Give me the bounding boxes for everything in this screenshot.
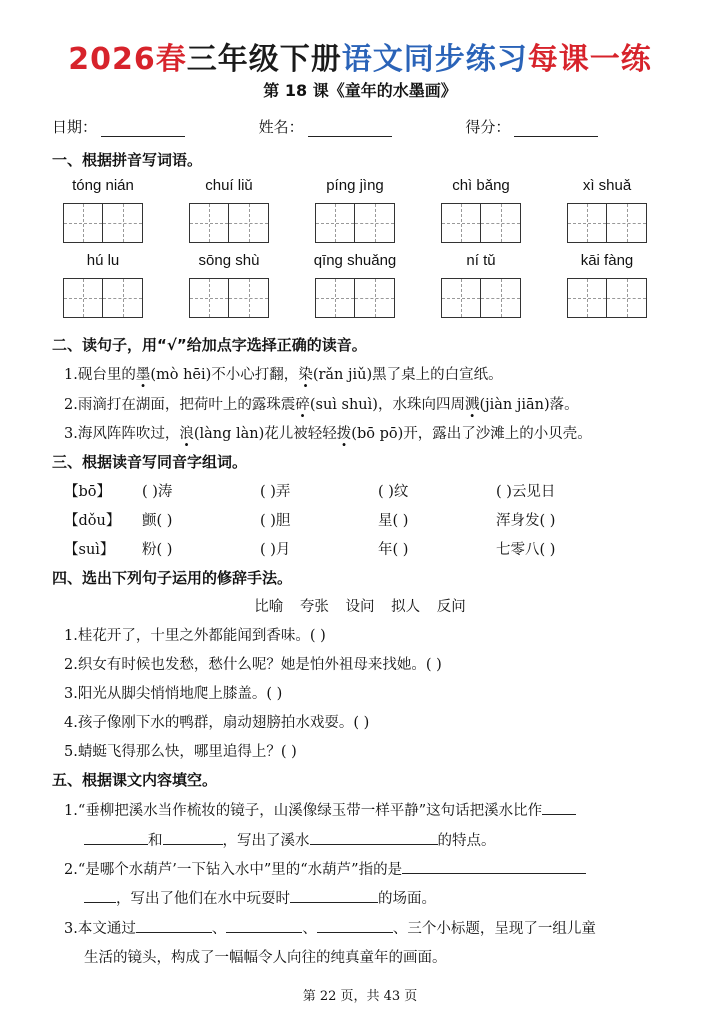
section-4-heading: 四、选出下列句子运用的修辞手法。 <box>52 569 293 587</box>
question-2-3: 3.海风阵阵吹过，浪(làng làn)花儿被轻轻拨(bō pō)开，露出了沙滩上的小贝壳。 <box>64 426 592 442</box>
title-grade: 三年级下册 <box>186 42 342 77</box>
title-year: 2026春 <box>68 42 187 77</box>
word-blank[interactable]: 粉( ) <box>142 542 173 558</box>
sound-label: 【suì】 <box>64 542 115 558</box>
question-4-2[interactable]: 2.织女有时候也发愁，愁什么呢？她是怕外祖母来找她。( ) <box>64 657 442 673</box>
writing-grid[interactable] <box>552 203 662 243</box>
word-blank[interactable]: ( )纹 <box>378 484 409 500</box>
writing-grid[interactable] <box>48 278 158 318</box>
dotted-char: 墨 <box>135 367 151 383</box>
word-blank[interactable]: ( )月 <box>260 542 291 558</box>
name-label: 姓名： <box>258 118 304 136</box>
word-blank[interactable]: 浑身发( ) <box>496 513 556 529</box>
pinyin-label: píng jìng <box>326 177 384 194</box>
question-5-1-line2: 和 ，写出了溪水 的特点。 <box>84 829 496 850</box>
answer-blank[interactable] <box>84 888 116 903</box>
dotted-char: 溅 <box>464 397 480 413</box>
writing-grid[interactable] <box>48 203 158 243</box>
dotted-char: 碎 <box>295 397 310 413</box>
title-practice: 每课一练 <box>527 42 652 77</box>
question-5-2-line2: ，写出了他们在水中玩耍时 的场面。 <box>84 887 436 908</box>
question-4-1[interactable]: 1.桂花开了，十里之外都能闻到香味。( ) <box>64 628 326 644</box>
question-2-2: 2.雨滴打在湖面，把荷叶上的露珠震碎(suì shuì)，水珠向四周溅(jiàn jiān)落。 <box>64 397 579 413</box>
question-4-5[interactable]: 5.蜻蜓飞得那么快，哪里追得上？( ) <box>64 744 297 760</box>
pinyin-label: tóng nián <box>72 177 134 194</box>
dotted-char: 染 <box>298 367 313 383</box>
pinyin-label: kāi fàng <box>580 252 634 269</box>
question-4-3[interactable]: 3.阳光从脚尖悄悄地爬上膝盖。( ) <box>64 686 283 702</box>
sound-label: 【bō】 <box>64 484 112 500</box>
word-blank[interactable]: 颤( ) <box>142 513 173 529</box>
writing-grid[interactable] <box>300 203 410 243</box>
section-3-heading: 三、根据读音写同音字组词。 <box>52 453 248 471</box>
answer-blank[interactable] <box>290 888 378 903</box>
word-blank[interactable]: 七零八( ) <box>496 542 556 558</box>
question-4-4[interactable]: 4.孩子像刚下水的鸭群，扇动翅膀拍水戏耍。( ) <box>64 715 370 731</box>
word-blank[interactable]: 年( ) <box>378 542 409 558</box>
answer-blank[interactable] <box>310 830 438 845</box>
pinyin-label: hú lu <box>86 252 120 269</box>
answer-blank[interactable] <box>402 859 586 874</box>
writing-grid[interactable] <box>300 278 410 318</box>
score-field[interactable] <box>514 120 598 137</box>
word-blank[interactable]: ( )胆 <box>260 513 291 529</box>
answer-blank[interactable] <box>84 830 148 845</box>
rhetoric-options: 比喻 夸张 设问 拟人 反问 <box>254 599 466 615</box>
question-5-3-line1: 3.本文通过 、 、 、三个小标题，呈现了一组儿童 <box>64 917 596 938</box>
name-field[interactable] <box>308 120 392 137</box>
word-blank[interactable]: ( )涛 <box>142 484 173 500</box>
dotted-char: 拨 <box>336 426 352 442</box>
pinyin-label: chuí liǔ <box>205 177 253 194</box>
question-2-1: 1.砚台里的墨(mò hēi)不小心打翻，染(rǎn jiǔ)黑了桌上的白宣纸。 <box>64 367 503 383</box>
answer-blank[interactable] <box>226 918 302 933</box>
writing-grid[interactable] <box>174 278 284 318</box>
answer-blank[interactable] <box>163 830 223 845</box>
date-label: 日期： <box>52 118 98 136</box>
pinyin-label: qīng shuǎng <box>313 252 397 269</box>
title-subject: 语文同步练习 <box>341 42 528 77</box>
sound-label: 【dǒu】 <box>64 513 121 529</box>
pinyin-label: sōng shù <box>198 252 260 269</box>
writing-grid[interactable] <box>426 203 536 243</box>
section-5-heading: 五、根据课文内容填空。 <box>52 771 218 789</box>
answer-blank[interactable] <box>136 918 212 933</box>
answer-blank[interactable] <box>317 918 393 933</box>
section-2-heading: 二、读句子，用“√”给加点字选择正确的读音。 <box>52 336 367 354</box>
dotted-char: 浪 <box>179 426 194 442</box>
word-blank[interactable]: 星( ) <box>378 513 409 529</box>
pinyin-label: chì bǎng <box>452 177 510 194</box>
question-5-1-line1: 1.“垂柳把溪水当作梳妆的镜子，山溪像绿玉带一样平静”这句话把溪水比作 <box>64 799 576 820</box>
pinyin-label: xì shuǎ <box>582 177 632 194</box>
question-5-3-line2: 生活的镜头，构成了一幅幅令人向往的纯真童年的画面。 <box>84 950 447 966</box>
lesson-title: 第 18 课《童年的水墨画》 <box>263 81 457 100</box>
page-footer: 第 22 页，共 43 页 <box>302 989 418 1004</box>
question-5-2-line1: 2.“是哪个水葫芦’一下钻入水中”里的“水葫芦”指的是 <box>64 858 586 879</box>
answer-blank[interactable] <box>542 800 576 815</box>
writing-grid[interactable] <box>426 278 536 318</box>
word-blank[interactable]: ( )弄 <box>260 484 291 500</box>
page-title <box>0 34 720 78</box>
writing-grid[interactable] <box>174 203 284 243</box>
writing-grid[interactable] <box>552 278 662 318</box>
word-blank[interactable]: ( )云见日 <box>496 484 556 500</box>
pinyin-label: ní tǔ <box>466 252 496 269</box>
date-field[interactable] <box>101 120 185 137</box>
student-info-line <box>52 116 672 137</box>
section-1-heading: 一、根据拼音写词语。 <box>52 151 203 169</box>
score-label: 得分： <box>465 118 511 136</box>
